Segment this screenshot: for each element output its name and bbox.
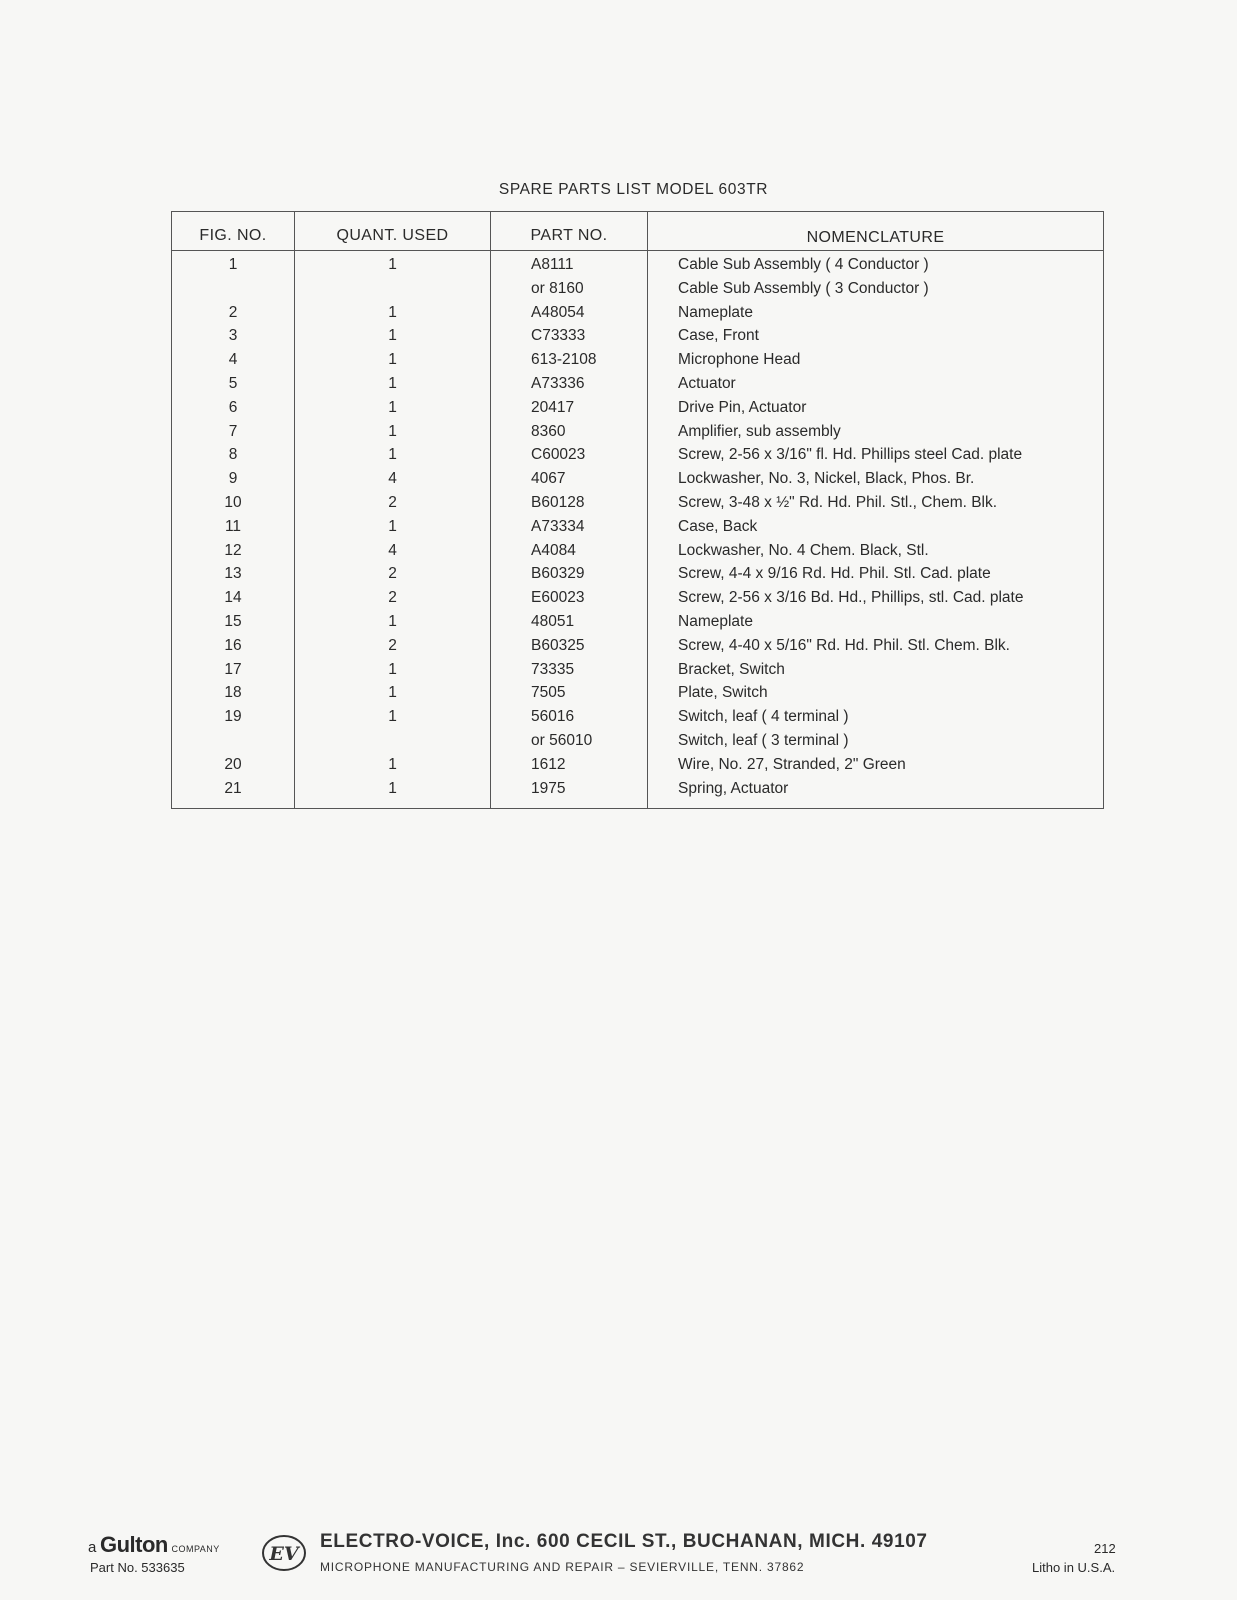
quant-used-cell xyxy=(295,729,490,753)
nomenclature-cell: Screw, 3-48 x ½" Rd. Hd. Phil. Stl., Chem. Blk. xyxy=(678,493,998,511)
part-no-cell: B60329 xyxy=(531,565,585,583)
quant-used-cell: 2 xyxy=(388,565,397,583)
gulton-company: COMPANY xyxy=(171,1544,220,1554)
part-no-cell: E60023 xyxy=(531,589,585,607)
page-number: 212 xyxy=(1094,1541,1116,1556)
quant-used-cell: 1 xyxy=(388,351,397,369)
quant-used-cell: 1 xyxy=(388,446,397,464)
company-line: ELECTRO-VOICE, Inc. 600 CECIL ST., BUCHANAN, MICH. 49107 xyxy=(320,1531,928,1552)
quant-used-cell: 2 xyxy=(388,636,397,654)
quant-used-cell: 1 xyxy=(388,684,397,702)
fig-no-cell: 21 xyxy=(224,779,242,797)
part-no-cell: 73335 xyxy=(531,660,575,678)
part-no-cell: A48054 xyxy=(531,303,585,321)
quant-used-cell: 1 xyxy=(388,779,397,797)
part-no-cell: B60325 xyxy=(531,636,585,654)
quant-used-cell: 1 xyxy=(388,755,397,773)
nomenclature-cell: Screw, 4-40 x 5/16" Rd. Hd. Phil. Stl. Chem. Blk. xyxy=(678,636,1010,654)
part-no-cell: A73336 xyxy=(531,374,585,392)
nomenclature-cell: Nameplate xyxy=(678,303,753,321)
part-no-cell: 20417 xyxy=(531,398,575,416)
nomenclature-cell: Case, Front xyxy=(678,327,759,345)
table-header xyxy=(172,212,1103,251)
column-quant-used xyxy=(295,251,491,808)
quant-used-cell: 1 xyxy=(388,327,397,345)
header-fig-no: FIG. NO. xyxy=(172,212,295,250)
fig-no-cell xyxy=(172,729,294,753)
nomenclature-cell: Bracket, Switch xyxy=(678,660,785,678)
part-no-cell: 7505 xyxy=(531,684,566,702)
fig-no-cell: 1 xyxy=(228,256,238,273)
gulton-brand: Gulton xyxy=(99,1532,168,1557)
nomenclature-cell: Switch, leaf ( 3 terminal ) xyxy=(678,731,849,749)
nomenclature-cell: Amplifier, sub assembly xyxy=(678,422,841,440)
column-fig-no xyxy=(172,251,295,808)
nomenclature-cell: Nameplate xyxy=(678,612,753,630)
fig-no-cell: 9 xyxy=(228,470,238,488)
fig-no-cell xyxy=(172,277,294,301)
part-no-cell: 1975 xyxy=(531,779,566,797)
part-no-cell: A8111 xyxy=(531,256,574,273)
spare-parts-table xyxy=(171,211,1104,809)
fig-no-cell: 10 xyxy=(224,493,242,511)
quant-used-cell: 4 xyxy=(388,470,397,488)
part-no-cell: 56016 xyxy=(531,708,575,726)
quant-used-cell: 4 xyxy=(388,541,397,559)
fig-no-cell: 19 xyxy=(224,708,242,726)
fig-no-cell: 8 xyxy=(228,446,238,464)
quant-used-cell: 1 xyxy=(388,660,397,678)
fig-no-cell: 5 xyxy=(228,374,238,392)
part-no-cell: C73333 xyxy=(531,327,586,345)
table-body xyxy=(172,251,1103,808)
nomenclature-cell: Screw, 2-56 x 3/16 Bd. Hd., Phillips, stl. Cad. plate xyxy=(678,589,1024,607)
fig-no-cell: 11 xyxy=(224,517,242,535)
nomenclature-cell: Lockwasher, No. 3, Nickel, Black, Phos. Br. xyxy=(678,470,975,488)
fig-no-cell: 15 xyxy=(224,612,242,630)
nomenclature-cell: Drive Pin, Actuator xyxy=(678,398,807,416)
gulton-prefix: a xyxy=(88,1539,97,1556)
quant-used-cell: 1 xyxy=(388,256,397,273)
fig-no-cell: 2 xyxy=(228,303,238,321)
header-part-no: PART NO. xyxy=(491,212,648,250)
part-no-cell: 1612 xyxy=(531,755,566,773)
fig-no-cell: 3 xyxy=(228,327,238,345)
quant-used-cell xyxy=(295,277,490,301)
quant-used-cell: 1 xyxy=(388,708,397,726)
litho-note: Litho in U.S.A. xyxy=(1032,1560,1116,1575)
nomenclature-cell: Case, Back xyxy=(678,517,758,535)
quant-used-cell: 2 xyxy=(388,589,397,607)
page-title: SPARE PARTS LIST MODEL 603TR xyxy=(498,181,769,198)
part-no-cell: A73334 xyxy=(531,517,585,535)
part-no-cell: or 56010 xyxy=(531,731,593,749)
nomenclature-cell: Wire, No. 27, Stranded, 2" Green xyxy=(678,755,906,773)
nomenclature-cell: Microphone Head xyxy=(678,351,801,369)
quant-used-cell: 2 xyxy=(388,493,397,511)
part-no-cell: or 8160 xyxy=(531,279,584,297)
part-number: Part No. 533635 xyxy=(90,1560,185,1575)
electro-voice-logo-icon xyxy=(260,1532,308,1579)
quant-used-cell: 1 xyxy=(388,517,397,535)
column-nomenclature xyxy=(648,251,1103,808)
part-no-cell: B60128 xyxy=(531,493,585,511)
header-nomenclature: NOMENCLATURE xyxy=(806,229,945,246)
fig-no-cell: 12 xyxy=(224,541,242,559)
quant-used-cell: 1 xyxy=(388,374,397,392)
footer xyxy=(0,1520,1237,1580)
part-no-cell: 8360 xyxy=(531,422,566,440)
nomenclature-cell: Switch, leaf ( 4 terminal ) xyxy=(678,708,849,726)
nomenclature-cell: Plate, Switch xyxy=(678,684,768,702)
header-quant-used: QUANT. USED xyxy=(295,212,491,250)
quant-used-cell: 1 xyxy=(388,398,397,416)
column-part-no xyxy=(491,251,648,808)
fig-no-cell: 4 xyxy=(228,351,238,369)
nomenclature-cell: Screw, 4-4 x 9/16 Rd. Hd. Phil. Stl. Cad. plate xyxy=(678,565,991,583)
fig-no-cell: 14 xyxy=(224,589,242,607)
fig-no-cell: 17 xyxy=(224,660,242,678)
part-no-cell: A4084 xyxy=(531,541,576,559)
nomenclature-cell: Cable Sub Assembly ( 3 Conductor ) xyxy=(678,279,929,297)
part-no-cell: 613-2108 xyxy=(531,351,597,369)
fig-no-cell: 6 xyxy=(228,398,238,416)
nomenclature-cell: Actuator xyxy=(678,374,736,392)
quant-used-cell: 1 xyxy=(388,612,397,630)
fig-no-cell: 13 xyxy=(224,565,242,583)
fig-no-cell: 20 xyxy=(224,755,242,773)
part-no-cell: 4067 xyxy=(531,470,566,488)
fig-no-cell: 18 xyxy=(224,684,242,702)
gulton-logo xyxy=(88,1532,220,1558)
quant-used-cell: 1 xyxy=(388,422,397,440)
part-no-cell: C60023 xyxy=(531,446,586,464)
ev-logo-text: EV xyxy=(269,1543,299,1565)
fig-no-cell: 7 xyxy=(228,422,238,440)
quant-used-cell: 1 xyxy=(388,303,397,321)
nomenclature-cell: Screw, 2-56 x 3/16" fl. Hd. Phillips steel Cad. plate xyxy=(678,446,1023,464)
part-no-cell: 48051 xyxy=(531,612,575,630)
nomenclature-cell: Cable Sub Assembly ( 4 Conductor ) xyxy=(678,256,929,273)
nomenclature-cell: Spring, Actuator xyxy=(678,779,789,797)
company-sub-line: MICROPHONE MANUFACTURING AND REPAIR – SEVIERVILLE, TENN. 37862 xyxy=(320,1560,805,1574)
nomenclature-cell: Lockwasher, No. 4 Chem. Black, Stl. xyxy=(678,541,929,559)
fig-no-cell: 16 xyxy=(224,636,242,654)
